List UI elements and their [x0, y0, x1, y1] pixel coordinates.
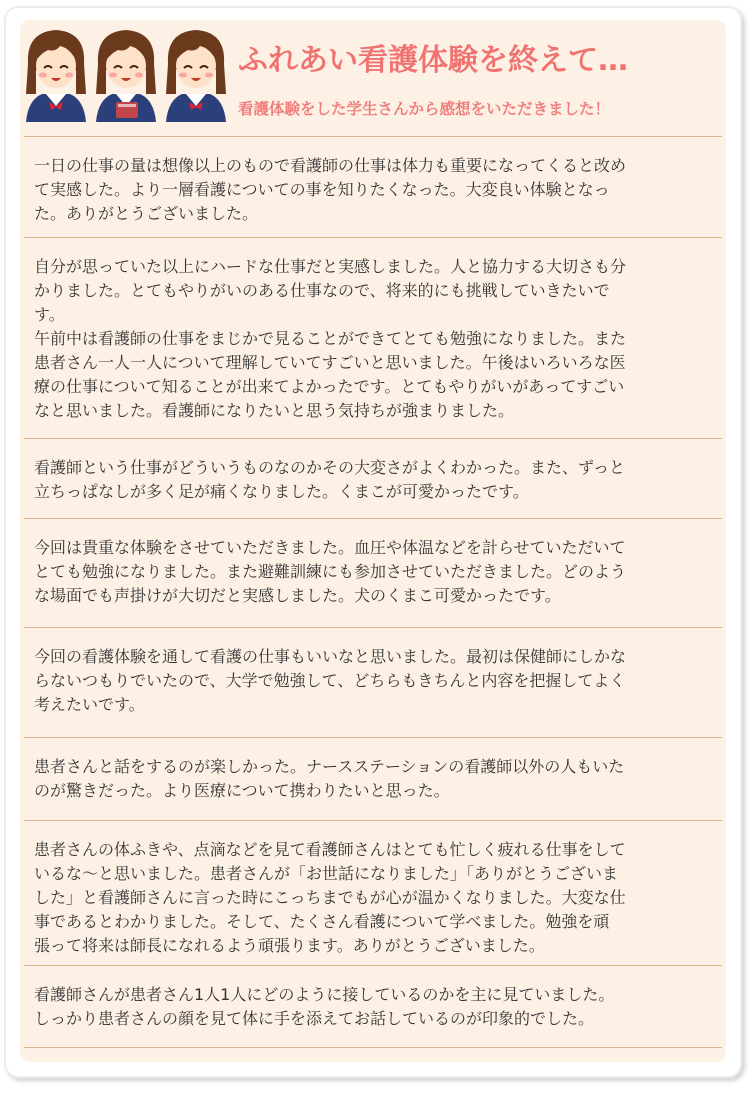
content-card	[4, 6, 742, 1078]
three-student-girls-illustration	[20, 20, 232, 122]
testimonial-item	[24, 628, 722, 738]
testimonial-item	[24, 966, 722, 1048]
testimonial-item	[24, 238, 722, 439]
content-panel	[20, 20, 726, 1062]
testimonial-text: 今回は貴重な体験をさせていただきました。血圧や体温などを計らせていただいて とても勉強になりました。また避難訓練にも参加させていただきました。どのよう な場面でも声掛けが大切だと実感しました。犬のくまこ可愛かったです。	[34, 538, 627, 605]
testimonial-item	[24, 439, 722, 519]
testimonial-text: 自分が思っていた以上にハードな仕事だと実感しました。人と協力する大切さも分 かりました。とてもやりがいのある仕事なので、将来的にも挑戦していきたいで す。 午前中は看護師の仕事をまじかで見ることができてとても勉強になりました。また 患者さん一人一人について理解していてすごいと思いました。午後はいろいろな医 療の仕事について知ることが出来てよかったです。とてもやりがいがあってすごい なと思いました。看護師になりたいと思う気持ちが強まりました。	[34, 257, 627, 420]
testimonial-text: 看護師という仕事がどういうものなのかその大変さがよくわかった。また、ずっと 立ちっぱなしが多く足が痛くなりました。くまこが可愛かったです。	[34, 458, 626, 501]
testimonial-text: 患者さんと話をするのが楽しかった。ナースステーションの看護師以外の人もいた のが驚きだった。より医療について携わりたいと思った。	[34, 757, 625, 800]
testimonial-text: 患者さんの体ふきや、点滴などを見て看護師さんはとても忙しく疲れる仕事をして いるな〜と思いました。患者さんが「お世話になりました」「ありがとうございま した」と看護師さんに言った時にこっちまでもが心が温かくなりました。大変な仕 事であるとわかりました。そして、たくさん看護について学べました。勉強を頑 張って将来は師長になれるよう頑張ります。ありがとうございました。	[34, 840, 626, 955]
testimonial-item	[24, 137, 722, 238]
testimonial-item	[24, 821, 722, 966]
page-title: ふれあい看護体験を終えて…	[238, 43, 628, 78]
testimonial-text: 看護師さんが患者さん1人1人にどのように接しているのかを主に見ていました。 しっかり患者さんの顔を見て体に手を添えてお話しているのが印象的でした。	[34, 985, 615, 1028]
page-header	[20, 20, 726, 122]
testimonial-text: 一日の仕事の量は想像以上のもので看護師の仕事は体力も重要になってくると改め て実感した。より一層看護についての事を知りたくなった。大変良い体験となっ た。ありがとうございました。	[34, 156, 627, 223]
testimonial-list	[24, 136, 722, 1048]
testimonial-item	[24, 519, 722, 628]
testimonial-text: 今回の看護体験を通して看護の仕事もいいなと思いました。最初は保健師にしかな らないつもりでいたので、大学で勉強して、どちらもきちんと内容を把握してよく 考えたいです。	[34, 647, 627, 714]
page-subtitle: 看護体験をした学生さんから感想をいただきました！	[238, 100, 611, 118]
testimonial-item	[24, 738, 722, 821]
